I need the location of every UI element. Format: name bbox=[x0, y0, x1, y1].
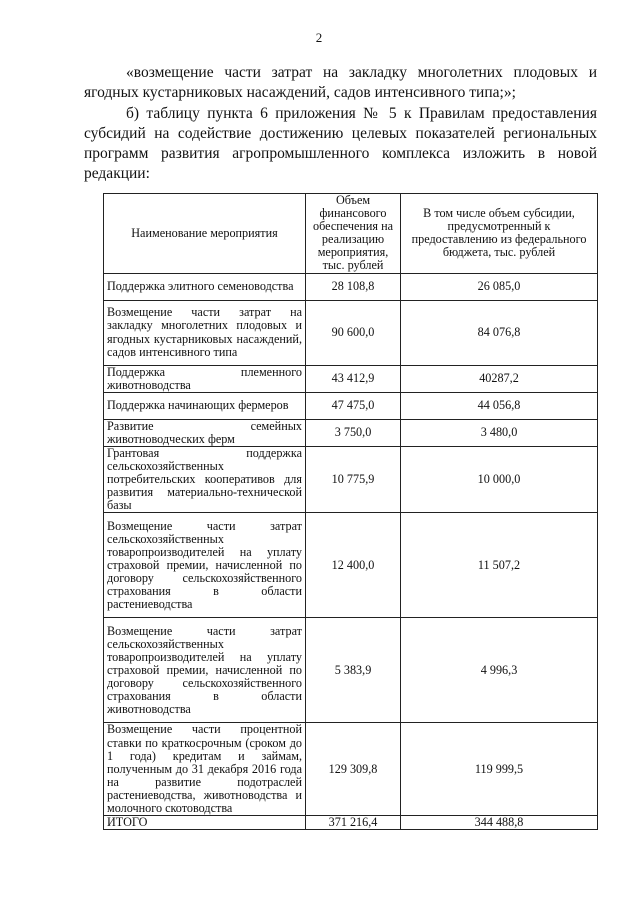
table-row bbox=[104, 392, 598, 419]
federal-subsidy-cell: 3 480,0 bbox=[401, 419, 598, 446]
federal-subsidy-cell: 4 996,3 bbox=[401, 618, 598, 723]
quoted-amendment-paragraph: «возмещение части затрат на закладку многолетних плодовых и ягодных кустарниковых насаждений, садов интенсивного типа;»; bbox=[84, 64, 597, 101]
activity-name-cell: Возмещение части процентной ставки по краткосрочным (сроком до 1 года) кредитам и займам, полученным до 31 декабря 2016 года на развитие подотраслей растениеводства, животноводства и молочного скотоводства bbox=[104, 723, 306, 816]
header-activity-name: Наименование мероприятия bbox=[104, 194, 306, 274]
activity-name-cell: Возмещение части затрат на закладку многолетних плодовых и ягодных кустарниковых насаждений, садов интенсивного типа bbox=[104, 300, 306, 365]
activity-name-cell: Возмещение части затрат сельскохозяйственных товаропроизводителей на уплату страховой премии, начисленной по договору сельскохозяйственного страхования в области животноводства bbox=[104, 618, 306, 723]
header-financing-volume: Объем финансового обеспечения на реализацию мероприятия, тыс. рублей bbox=[306, 194, 401, 274]
activity-name-cell: Поддержка элитного семеноводства bbox=[104, 273, 306, 300]
table-row bbox=[104, 723, 598, 816]
table-row bbox=[104, 300, 598, 365]
amendment-paragraph-b: б) таблицу пункта 6 приложения № 5 к Правилам предоставления субсидий на содействие достижению целевых показателей региональных программ развития агропромышленного комплекса изложить в новой редакции: bbox=[84, 105, 597, 182]
activity-name-cell: Возмещение части затрат сельскохозяйственных товаропроизводителей на уплату страховой премии, начисленной по договору сельскохозяйственного страхования в области растениеводства bbox=[104, 513, 306, 618]
table-row bbox=[104, 419, 598, 446]
table-row bbox=[104, 513, 598, 618]
financing-volume-cell: 10 775,9 bbox=[306, 446, 401, 512]
subsidy-table bbox=[103, 193, 598, 830]
page-number: 2 bbox=[315, 30, 323, 45]
federal-subsidy-cell: 11 507,2 bbox=[401, 513, 598, 618]
total-subsidy-cell: 344 488,8 bbox=[401, 816, 598, 830]
financing-volume-cell: 47 475,0 bbox=[306, 392, 401, 419]
table-header-row bbox=[104, 194, 598, 274]
table-total-row bbox=[104, 816, 598, 830]
activity-name-cell: Грантовая поддержка сельскохозяйственных потребительских кооперативов для развития материально-технической базы bbox=[104, 446, 306, 512]
total-label-cell: ИТОГО bbox=[104, 816, 306, 830]
activity-name-cell: Поддержка племенного животноводства bbox=[104, 365, 306, 392]
table-body bbox=[104, 273, 598, 830]
activity-name-cell: Развитие семейных животноводческих ферм bbox=[104, 419, 306, 446]
table-row bbox=[104, 618, 598, 723]
financing-volume-cell: 12 400,0 bbox=[306, 513, 401, 618]
federal-subsidy-cell: 40287,2 bbox=[401, 365, 598, 392]
financing-volume-cell: 5 383,9 bbox=[306, 618, 401, 723]
federal-subsidy-cell: 119 999,5 bbox=[401, 723, 598, 816]
federal-subsidy-cell: 84 076,8 bbox=[401, 300, 598, 365]
financing-volume-cell: 43 412,9 bbox=[306, 365, 401, 392]
financing-volume-cell: 90 600,0 bbox=[306, 300, 401, 365]
federal-subsidy-cell: 10 000,0 bbox=[401, 446, 598, 512]
financing-volume-cell: 28 108,8 bbox=[306, 273, 401, 300]
header-federal-subsidy: В том числе объем субсидии, предусмотренный к предоставлению из федерального бюджета, тыс. рублей bbox=[401, 194, 598, 274]
table-row bbox=[104, 273, 598, 300]
activity-name-cell: Поддержка начинающих фермеров bbox=[104, 392, 306, 419]
financing-volume-cell: 3 750,0 bbox=[306, 419, 401, 446]
table-row bbox=[104, 365, 598, 392]
total-financing-cell: 371 216,4 bbox=[306, 816, 401, 830]
federal-subsidy-cell: 44 056,8 bbox=[401, 392, 598, 419]
table-row bbox=[104, 446, 598, 512]
financing-volume-cell: 129 309,8 bbox=[306, 723, 401, 816]
federal-subsidy-cell: 26 085,0 bbox=[401, 273, 598, 300]
